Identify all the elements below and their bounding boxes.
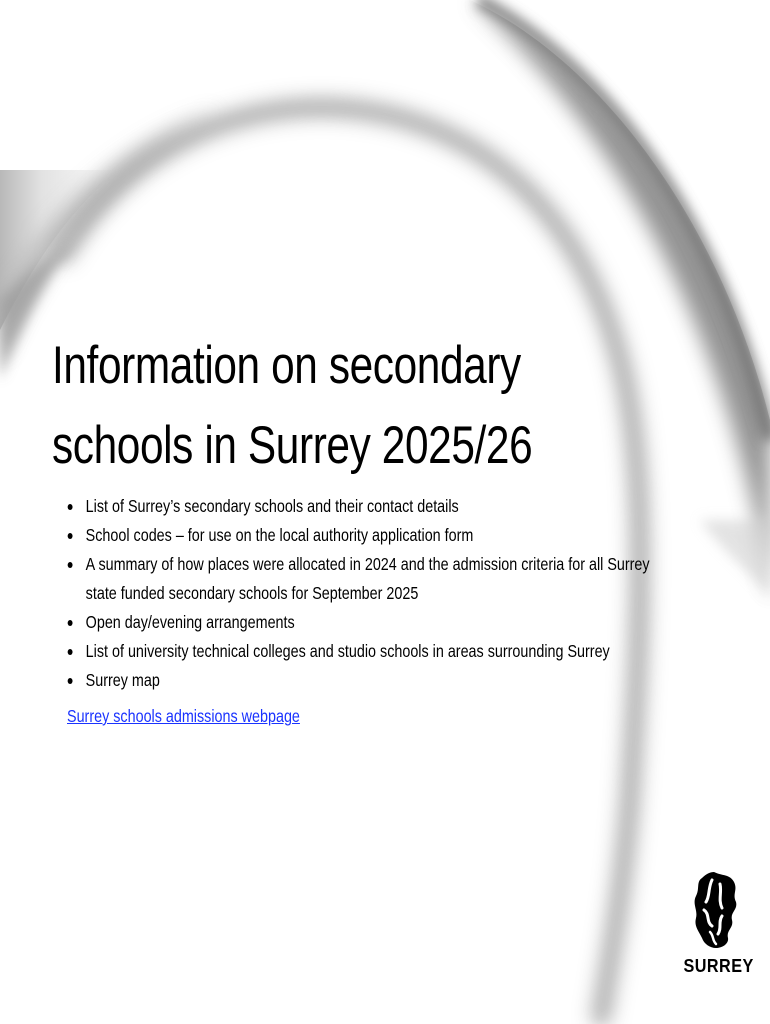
surrey-logo	[680, 868, 754, 988]
bullet-icon	[68, 620, 73, 626]
contents-list	[66, 492, 650, 695]
list-item	[66, 637, 610, 666]
bullet-icon	[68, 562, 73, 568]
list-item-text: Open day/evening arrangements	[85, 612, 295, 632]
bullet-icon	[68, 504, 73, 510]
list-item-text: A summary of how places were allocated in 2024 and the admission criteria for all Surrey	[85, 554, 650, 574]
list-item	[66, 521, 607, 550]
title-line-2: schools in Surrey 2025/26	[52, 416, 533, 475]
list-item-continuation: state funded secondary schools for September 2025	[85, 583, 419, 603]
list-item	[66, 608, 607, 637]
list-item-text: Surrey map	[85, 670, 160, 690]
list-item-text: List of university technical colleges and studio schools in areas surrounding Surrey	[85, 641, 610, 661]
title-line-1: Information on secondary	[52, 336, 521, 395]
list-item-text: List of Surrey’s secondary schools and their contact details	[85, 496, 459, 516]
list-item	[66, 666, 607, 695]
list-item	[66, 550, 650, 608]
bullet-icon	[68, 678, 73, 684]
admissions-webpage-link[interactable]: Surrey schools admissions webpage	[67, 706, 300, 726]
page-title	[52, 326, 532, 486]
bullet-icon	[68, 533, 73, 539]
list-item-text: School codes – for use on the local authority application form	[85, 525, 474, 545]
list-item	[66, 492, 607, 521]
oak-leaf-icon	[692, 870, 738, 950]
logo-wordmark: SURREY	[683, 956, 754, 976]
bullet-icon	[68, 649, 73, 655]
